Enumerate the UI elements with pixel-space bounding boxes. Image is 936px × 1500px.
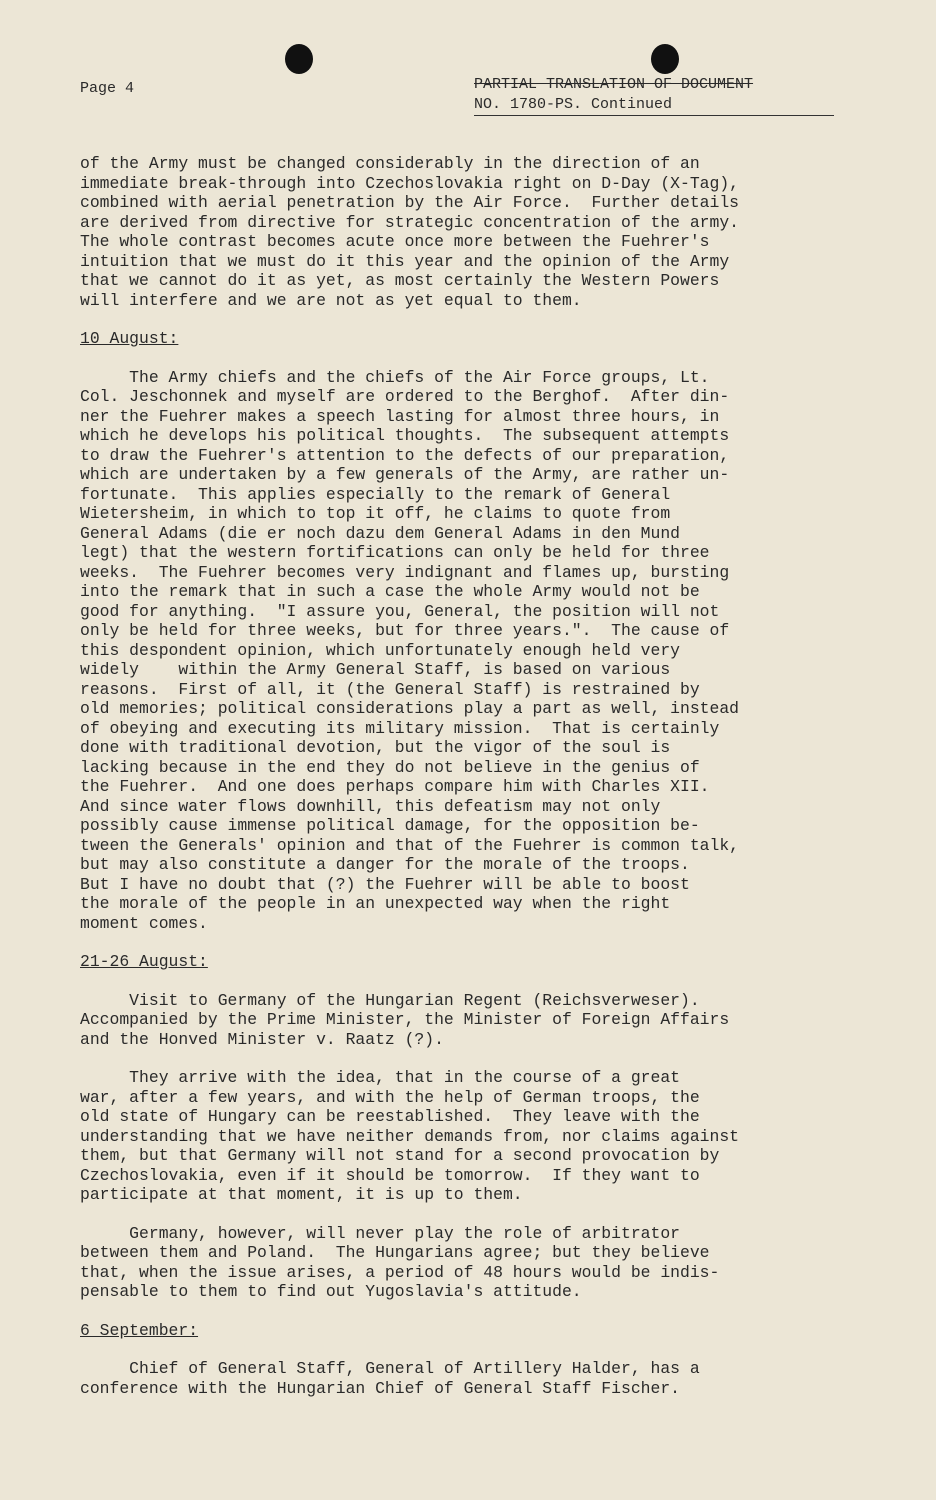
text-line: The Army chiefs and the chiefs of the Air Force groups, Lt. bbox=[80, 367, 710, 387]
text-line: ner the Fuehrer makes a speech lasting for almost three hours, in bbox=[80, 406, 720, 426]
text-line: them, but that Germany will not stand for a second provocation by bbox=[80, 1146, 720, 1165]
paragraph bbox=[80, 1359, 870, 1398]
text-line: They arrive with the idea, that in the course of a great bbox=[80, 1068, 680, 1087]
section-heading: 21-26 August: bbox=[80, 952, 208, 971]
text-line: reasons. First of all, it (the General Staff) is restrained by bbox=[80, 679, 700, 699]
text-line: old state of Hungary can be reestablished. They leave with the bbox=[80, 1107, 700, 1126]
text-line: immediate break-through into Czechoslovakia right on D-Day (X-Tag), bbox=[80, 173, 740, 193]
text-line: moment comes. bbox=[80, 913, 208, 933]
text-line: and the Honved Minister v. Raatz (?). bbox=[80, 1029, 444, 1049]
text-line: between them and Poland. The Hungarians agree; but they believe bbox=[80, 1243, 710, 1262]
text-line: to draw the Fuehrer's attention to the defects of our preparation, bbox=[80, 445, 730, 465]
text-line: participate at that moment, it is up to them. bbox=[80, 1185, 523, 1204]
page-number: Page 4 bbox=[80, 80, 135, 97]
text-line: into the remark that in such a case the whole Army would not be bbox=[80, 582, 700, 601]
text-line: of the Army must be changed considerably in the direction of an bbox=[80, 154, 700, 173]
text-line: that we cannot do it as yet, as most certainly the Western Powers bbox=[80, 271, 720, 290]
text-line: General Adams (die er noch dazu dem General Adams in den Mund bbox=[80, 523, 680, 543]
section-heading: 6 September: bbox=[80, 1320, 199, 1340]
text-line: Wietersheim, in which to top it off, he claims to quote from bbox=[80, 504, 671, 523]
text-line: Czechoslovakia, even if it should be tomorrow. If they want to bbox=[80, 1165, 700, 1185]
text-line: But I have no doubt that (?) the Fuehrer will be able to boost bbox=[80, 874, 690, 894]
text-line: that, when the issue arises, a period of 48 hours would be indis- bbox=[80, 1262, 720, 1282]
text-line: conference with the Hungarian Chief of General Staff Fischer. bbox=[80, 1378, 680, 1398]
text-line: old memories; political considerations play a part as well, instead bbox=[80, 699, 740, 718]
text-line: Germany, however, will never play the role of arbitrator bbox=[80, 1223, 680, 1243]
section-heading: 10 August: bbox=[80, 329, 179, 348]
text-line: tween the Generals' opinion and that of the Fuehrer is common talk, bbox=[80, 835, 740, 855]
punch-hole-right bbox=[651, 44, 679, 74]
text-line: good for anything. "I assure you, General, the position will not bbox=[80, 601, 720, 621]
document-title bbox=[474, 75, 834, 116]
text-line: intuition that we must do it this year and the opinion of the Army bbox=[80, 251, 730, 271]
text-line: combined with aerial penetration by the Air Force. Further details bbox=[80, 193, 740, 212]
text-line: war, after a few years, and with the help of German troops, the bbox=[80, 1087, 700, 1107]
text-line: which he develops his political thoughts. The subsequent attempts bbox=[80, 426, 730, 445]
text-line: understanding that we have neither demands from, nor claims against bbox=[80, 1126, 740, 1146]
text-line: Accompanied by the Prime Minister, the Minister of Foreign Affairs bbox=[80, 1010, 730, 1029]
text-line: which are undertaken by a few generals of the Army, are rather un- bbox=[80, 465, 730, 484]
paragraph bbox=[80, 1068, 870, 1205]
text-line: done with traditional devotion, but the vigor of the soul is bbox=[80, 738, 671, 757]
text-line: this despondent opinion, which unfortunately enough held very bbox=[80, 640, 680, 660]
text-line: but may also constitute a danger for the morale of the troops. bbox=[80, 855, 690, 874]
title-line-2: NO. 1780-PS. Continued bbox=[474, 95, 834, 116]
text-line: pensable to them to find out Yugoslavia's attitude. bbox=[80, 1282, 582, 1301]
text-line: fortunate. This applies especially to the remark of General bbox=[80, 484, 671, 504]
paragraph bbox=[80, 991, 870, 1050]
text-line: of obeying and executing its military mission. That is certainly bbox=[80, 718, 720, 738]
text-line: the Fuehrer. And one does perhaps compare him with Charles XII. bbox=[80, 777, 710, 796]
text-line: are derived from directive for strategic concentration of the army. bbox=[80, 212, 740, 232]
text-line: The whole contrast becomes acute once more between the Fuehrer's bbox=[80, 232, 710, 251]
text-line: And since water flows downhill, this defeatism may not only bbox=[80, 796, 661, 816]
text-line: widely within the Army General Staff, is based on various bbox=[80, 660, 671, 679]
text-line: Col. Jeschonnek and myself are ordered to the Berghof. After din- bbox=[80, 387, 730, 406]
paragraph bbox=[80, 368, 870, 934]
text-line: Chief of General Staff, General of Artillery Halder, has a bbox=[80, 1359, 700, 1378]
text-line: only be held for three weeks, but for three years.". The cause of bbox=[80, 621, 730, 640]
paragraph bbox=[80, 154, 870, 310]
text-line: the morale of the people in an unexpected way when the right bbox=[80, 894, 671, 913]
text-line: legt) that the western fortifications can only be held for three bbox=[80, 543, 710, 562]
punch-hole-left bbox=[285, 44, 313, 74]
text-line: lacking because in the end they do not believe in the genius of bbox=[80, 757, 700, 777]
text-line: Visit to Germany of the Hungarian Regent (Reichsverweser). bbox=[80, 990, 700, 1010]
paragraph bbox=[80, 1224, 870, 1302]
text-line: possibly cause immense political damage, for the opposition be- bbox=[80, 816, 700, 835]
text-line: will interfere and we are not as yet equal to them. bbox=[80, 290, 582, 310]
document-body bbox=[80, 154, 870, 1417]
title-line-1: PARTIAL TRANSLATION OF DOCUMENT bbox=[474, 76, 754, 93]
text-line: weeks. The Fuehrer becomes very indignant and flames up, bursting bbox=[80, 562, 730, 582]
